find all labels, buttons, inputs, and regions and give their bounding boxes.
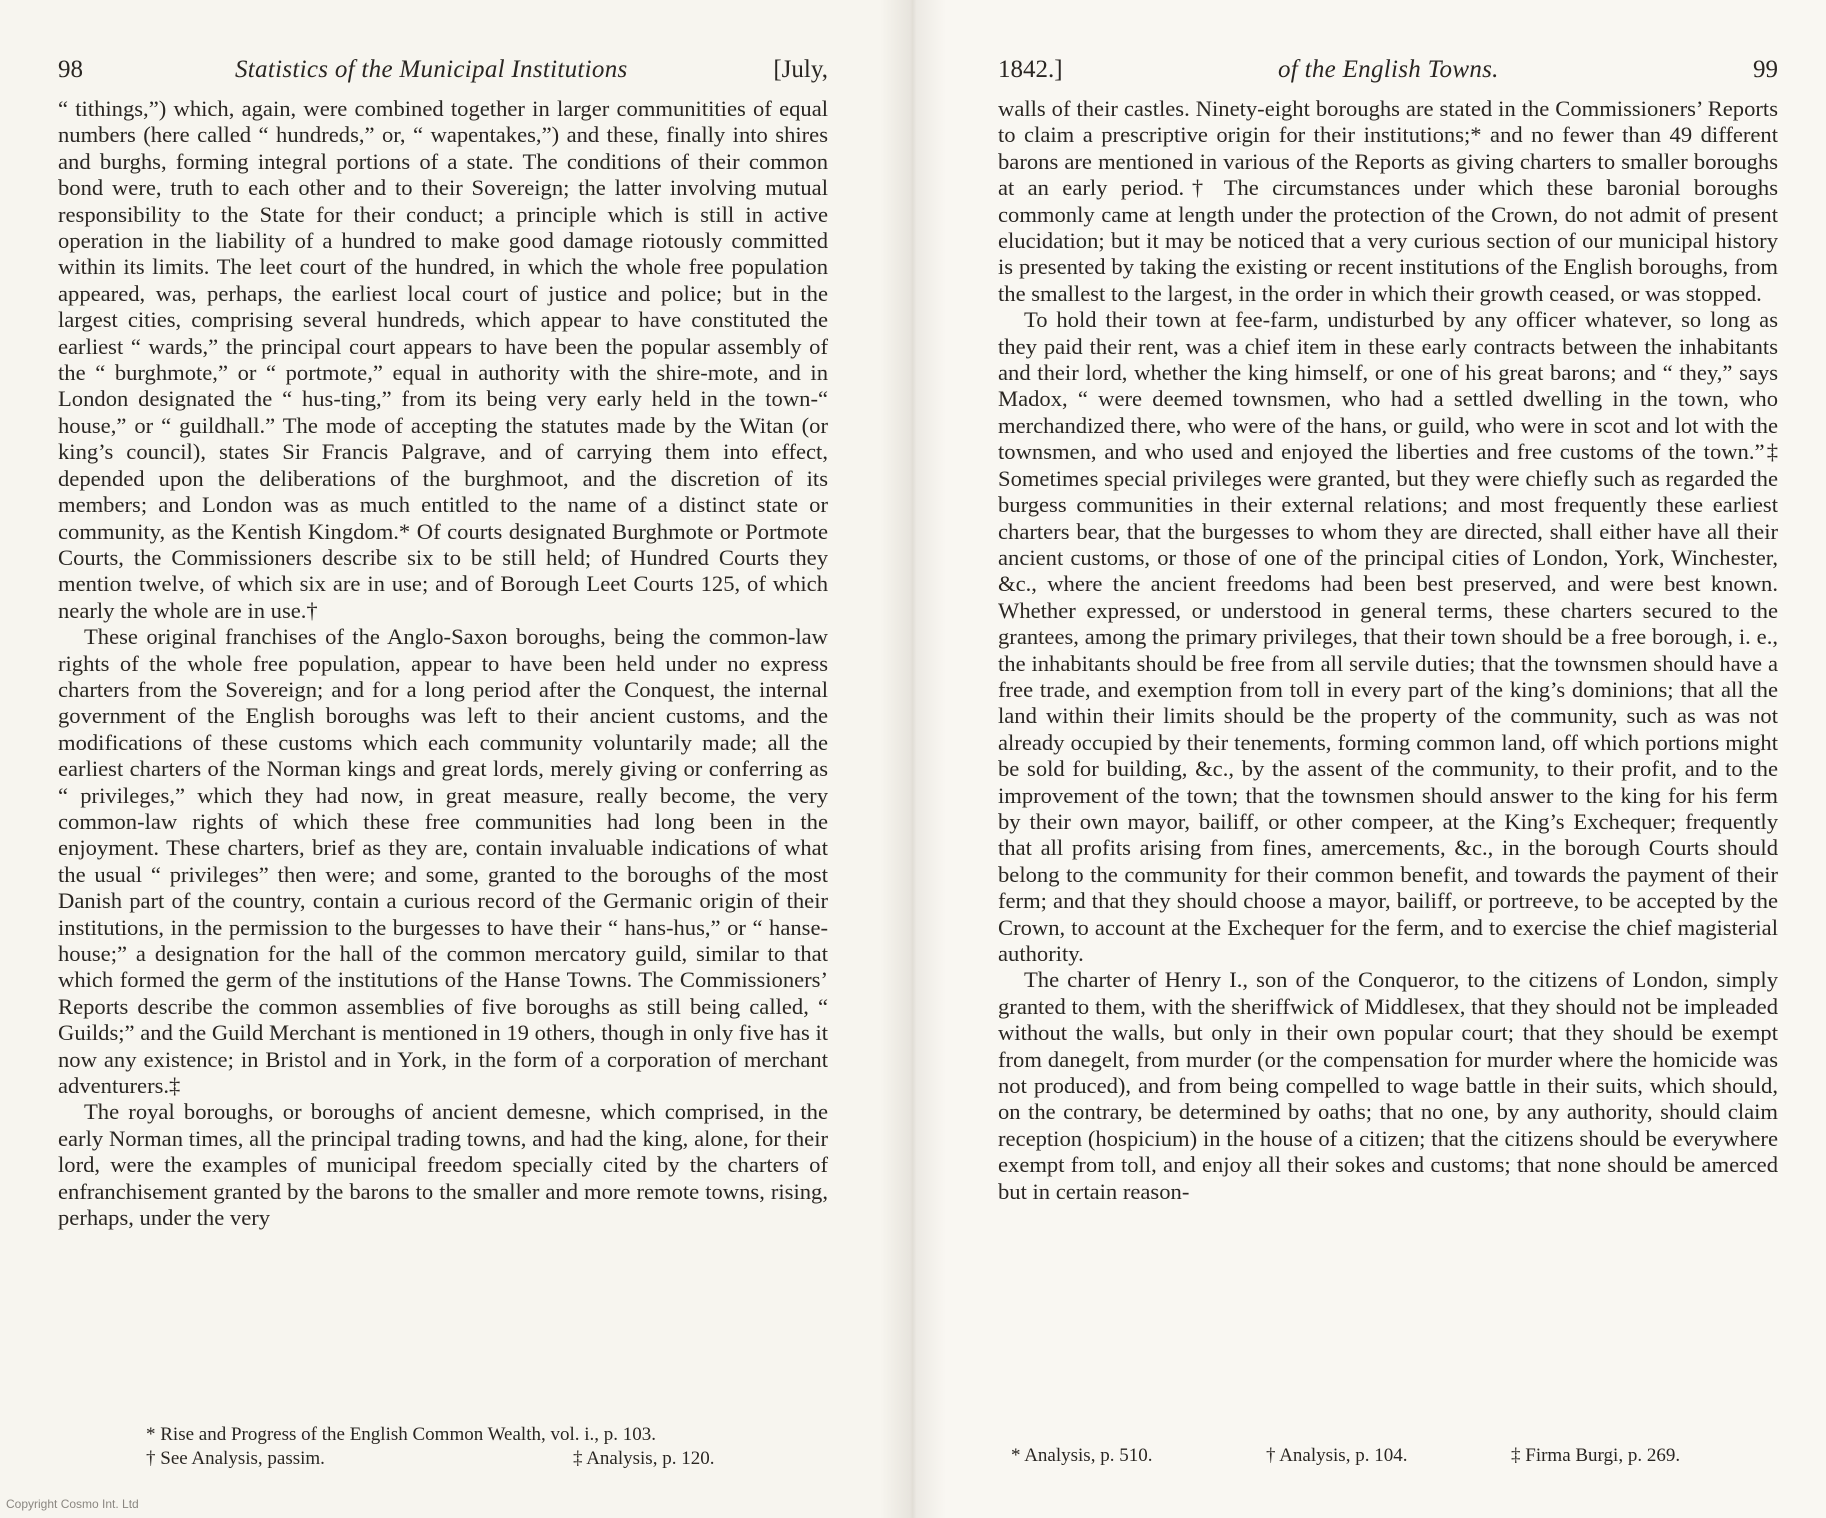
footnote-star: * Rise and Progress of the English Common Wealth, vol. i., p. 103. xyxy=(146,1424,657,1445)
page-number: 99 xyxy=(1753,56,1778,83)
paragraph: “ tithings,”) which, again, were combined together in larger communitities of equal numbers (here called “ hundreds,” or, “ wapentakes,”) and these, finally into shires and burghs, forming integral portions of a state. The conditions of their common bond were, truth to each other and to their Sovereign; the latter involving mutual responsibility to the State for their conduct; a principle which is still in active operation in the liability of a hundred to make good damage riotously committed within its limits. The leet court of the hundred, in which the whole free population appeared, was, perhaps, the earliest local court of justice and police; but in the largest cities, comprising several hundreds, which appear to have constituted the earliest “ wards,” the principal court appears to have been the popular assembly of the “ burghmote,” or “ portmote,” equal in authority with the shire-mote, and in London designated the “ hus-ting,” from its being very early held in the town-“ house,” or “ guildhall.” The mode of accepting the statutes made by the Witan (or king’s council), states Sir Francis Palgrave, and of carrying them into effect, depended upon the deliberations of the burghmoot, and the discretion of its members; and London was as much entitled to the name of a distinct state or community, as the Kentish Kingdom.* Of courts designated Burghmote or Portmote Courts, the Commissioners describe six to be still held; of Hundred Courts they mention twelve, of which six are in use; and of Borough Leet Courts 125, of which nearly the whole are in use.† xyxy=(58,96,828,623)
paragraph: To hold their town at fee-farm, undisturbed by any officer whatever, so long as they paid their rent, was a chief item in these early contracts between the inhabitants and their lord, whether the king himself, or one of his great barons; and “ they,” says Madox, “ were deemed townsmen, who had a settled dwelling in the town, who merchandized there, who were of the hans, or guild, who were in scot and lot with the townsmen, and who used and enjoyed the liberties and free customs of the town.”‡ Sometimes special privileges were granted, but they were chiefly such as regarded the burgess communities in their external relations; and most frequently these earliest charters bear, that the burgesses to whom they are directed, shall either have all their ancient customs, or those of one of the principal cities of London, York, Winchester, &c., where the ancient freedoms had been best preserved, and were best known. Whether expressed, or understood in general terms, these charters secured to the grantees, among the primary privileges, that their town should be a free borough, i. e., the inhabitants should be free from all servile duties; that the townsmen should have a free trade, and exemption from toll in every part of the king’s dominions; that all the land within their limits should be the property of the community, such as was not already occupied by their tenements, forming common land, off which portions might be sold for building, &c., by the assent of the community, to their profit, and to the improvement of the town; that the townsmen should answer to the king for his ferm by their own mayor, bailiff, or other compeer, at the King’s Exchequer; frequently that all profits arising from fines, amercements, &c., in the borough Courts should belong to the community for their common benefit, and towards the payment of their ferm; and that they should choose a mayor, bailiff, or portreeve, to be accepted by the Crown, to account at the Exchequer for the ferm, and to exercise the chief magisterial authority. xyxy=(998,307,1778,966)
footnote-dagger: † See Analysis, passim. xyxy=(146,1448,325,1469)
paragraph: These original franchises of the Anglo-Saxon boroughs, being the common-law rights of the whole free population, appear to have been held under no express charters from the Sovereign; and for a long period after the Conquest, the internal government of the English boroughs was left to their ancient customs, and the modifications of these customs which each community voluntarily made; all the earliest charters of the Norman kings and great lords, merely giving or conferring as “ privileges,” which they had now, in great measure, really become, the very common-law rights of which these free communities had long been in the enjoyment. These charters, brief as they are, contain invaluable indications of what the usual “ privileges” then were; and some, granted to the boroughs of the most Danish part of the country, contain a curious record of the Germanic origin of their institutions, in the permission to the burgesses to have their “ hans-hus,” or “ hanse-house;” a designation for the hall of the common mercatory guild, similar to that which formed the germ of the institutions of the Hanse Towns. The Commissioners’ Reports describe the common assemblies of five boroughs as still being called, “ Guilds;” and the Guild Merchant is mentioned in 19 others, though in only five has it now any existence; in Bristol and in York, in the form of a corporation of merchant adventurers.‡ xyxy=(58,624,828,1099)
page-number: 98 xyxy=(58,56,83,83)
paragraph: walls of their castles. Ninety-eight boroughs are stated in the Commissioners’ Reports to claim a prescriptive origin for their institutions;* and no fewer than 49 different barons are mentioned in various of the Reports as giving charters to smaller boroughs at an early period.† The circumstances under which these baronial boroughs commonly came at length under the protection of the Crown, do not admit of present elucidation; but it may be noticed that a very curious section of our municipal history is presented by taking the existing or recent institutions of the English boroughs, from the smallest to the largest, in the order in which their growth ceased, or was stopped. xyxy=(998,96,1778,306)
running-title: Statistics of the Municipal Institutions xyxy=(235,56,628,83)
copyright-notice: Copyright Cosmo Int. Ltd xyxy=(6,1497,139,1511)
right-running-head xyxy=(998,52,1778,88)
running-date: [July, xyxy=(773,56,828,83)
footnote-dagger: † Analysis, p. 104. xyxy=(1266,1445,1408,1466)
paragraph: The royal boroughs, or boroughs of ancient demesne, which comprised, in the early Norman times, all the principal trading towns, and had the king, alone, for their lord, were the examples of municipal freedom specially cited by the charters of enfranchisement granted by the barons to the smaller and more remote towns, rising, perhaps, under the very xyxy=(58,1099,828,1231)
footnote-star: * Analysis, p. 510. xyxy=(1011,1445,1153,1466)
paragraph: The charter of Henry I., son of the Conqueror, to the citizens of London, simply granted to them, with the sheriffwick of Middlesex, that they should not be impleaded without the walls, but only in their own popular court; that they should be exempt from danegelt, from murder (or the compensation for murder where the homicide was not produced), and from being compelled to wage battle in their suits, which should, on the contrary, be determined by oaths; that no one, by any authority, should claim reception (hospicium) in the house of a citizen; that the citizens should be everywhere exempt from toll, and enjoy all their sokes and customs; that none should be amerced but in certain reason- xyxy=(998,967,1778,1204)
running-title: of the English Towns. xyxy=(1278,56,1499,83)
left-running-head xyxy=(58,52,828,88)
right-body-text xyxy=(998,96,1778,1205)
running-date: 1842.] xyxy=(998,56,1063,83)
right-page xyxy=(913,0,1826,1518)
footnote-double-dagger: ‡ Firma Burgi, p. 269. xyxy=(1511,1445,1681,1466)
left-body-text xyxy=(58,96,828,1231)
footnote-double-dagger: ‡ Analysis, p. 120. xyxy=(573,1448,715,1469)
